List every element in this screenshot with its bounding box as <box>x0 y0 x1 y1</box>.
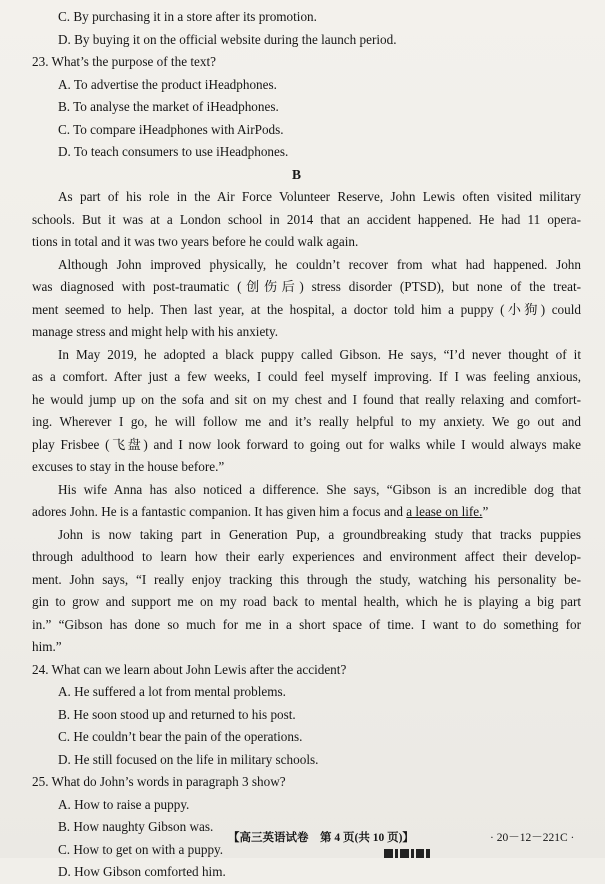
passage-line: ment seemed to help. Then last year, at the hospital, a doctor told him a puppy (小狗) could <box>32 301 581 317</box>
passage-line: His wife Anna has also noticed a difference. She says, “Gibson is an incredible dog that <box>58 481 581 497</box>
passage-line: play Frisbee (飞盘) and I now look forward to going out for walks while I would always make <box>32 436 581 452</box>
passage-line: tions in total and it was two years before he could walk again. <box>32 234 359 249</box>
option-24c: C. He couldn’t bear the pain of the operations. <box>58 729 303 744</box>
passage-line: he would jump up on the sofa and sit on my chest and I found that really relaxing and comfort- <box>32 391 581 407</box>
option-23b: B. To analyse the market of iHeadphones. <box>58 99 279 114</box>
passage-line: was diagnosed with post-traumatic (创伤后) stress disorder (PTSD), but none of the treat- <box>32 279 581 294</box>
passage-line: in.” “Gibson has done so much for me in a short space of time. I want to do something for <box>32 616 581 632</box>
section-heading-b: B <box>291 166 301 182</box>
footer-exam-title: 【高三英语试卷 第 4 页(共 10 页)】 <box>228 832 414 844</box>
footer-code: · 20－12－221C · <box>490 832 575 844</box>
passage-line: schools. But it was at a London school in 2014 that an accident happened. He had 11 opera- <box>32 211 581 227</box>
passage-line: Although John improved physically, he couldn’t recover from what had happened. John <box>58 256 581 272</box>
passage-line: him.” <box>32 639 62 654</box>
option-24b: B. He soon stood up and returned to his post. <box>58 706 296 722</box>
question-23: 23. What’s the purpose of the text? <box>32 54 216 69</box>
passage-line: manage stress and might help with his anxiety. <box>32 324 278 339</box>
scan-code-icon <box>384 849 430 858</box>
passage-line: John is now taking part in Generation Pup, a groundbreaking study that tracks puppies <box>58 526 581 542</box>
passage-line: As part of his role in the Air Force Volunteer Reserve, John Lewis often visited military <box>58 189 581 204</box>
page-content <box>0 6 605 884</box>
passage-line: In May 2019, he adopted a black puppy called Gibson. He says, “I’d never thought of it <box>58 346 581 362</box>
passage-line: gin to grow and support me on my road back to mental health, which he is playing a big part <box>32 594 581 609</box>
passage-text: adores John. He is a fantastic companion. It has given him a focus and <box>32 504 407 519</box>
option-22c: C. By purchasing it in a store after its promotion. <box>58 9 317 24</box>
passage-line: ing. Wherever I go, he will follow me and it’s really helpful to my anxiety. We go out and <box>32 414 581 429</box>
passage-line: ment. John says, “I really enjoy tracking this through the study, watching his personality be- <box>32 571 581 587</box>
passage-line: excuses to stay in the house before.” <box>32 459 225 474</box>
passage-line <box>0 501 605 524</box>
option-25c: C. How to get on with a puppy. <box>58 841 224 857</box>
option-23a: A. To advertise the product iHeadphones. <box>58 76 277 92</box>
option-23d: D. To teach consumers to use iHeadphones. <box>58 144 289 159</box>
option-24a: A. He suffered a lot from mental problems. <box>58 684 286 699</box>
question-24: 24. What can we learn about John Lewis after the accident? <box>32 661 347 677</box>
passage-line: as a comfort. After just a few weeks, I could feel myself improving. If I was feeling anxious, <box>32 369 581 384</box>
page-footer <box>0 829 605 849</box>
closing-quote: ” <box>482 504 489 519</box>
option-22d: D. By buying it on the official website during the launch period. <box>58 31 397 47</box>
option-25a: A. How to raise a puppy. <box>58 796 190 812</box>
option-24d: D. He still focused on the life in military schools. <box>58 751 319 767</box>
underlined-phrase: a lease on life. <box>406 504 483 519</box>
option-23c: C. To compare iHeadphones with AirPods. <box>58 121 284 137</box>
option-25d: D. How Gibson comforted him. <box>58 864 226 879</box>
option-25b: B. How naughty Gibson was. <box>58 819 214 834</box>
passage-line: through adulthood to learn how their early experiences and environment affect their develop- <box>32 549 581 564</box>
question-25: 25. What do John’s words in paragraph 3 show? <box>32 774 286 789</box>
